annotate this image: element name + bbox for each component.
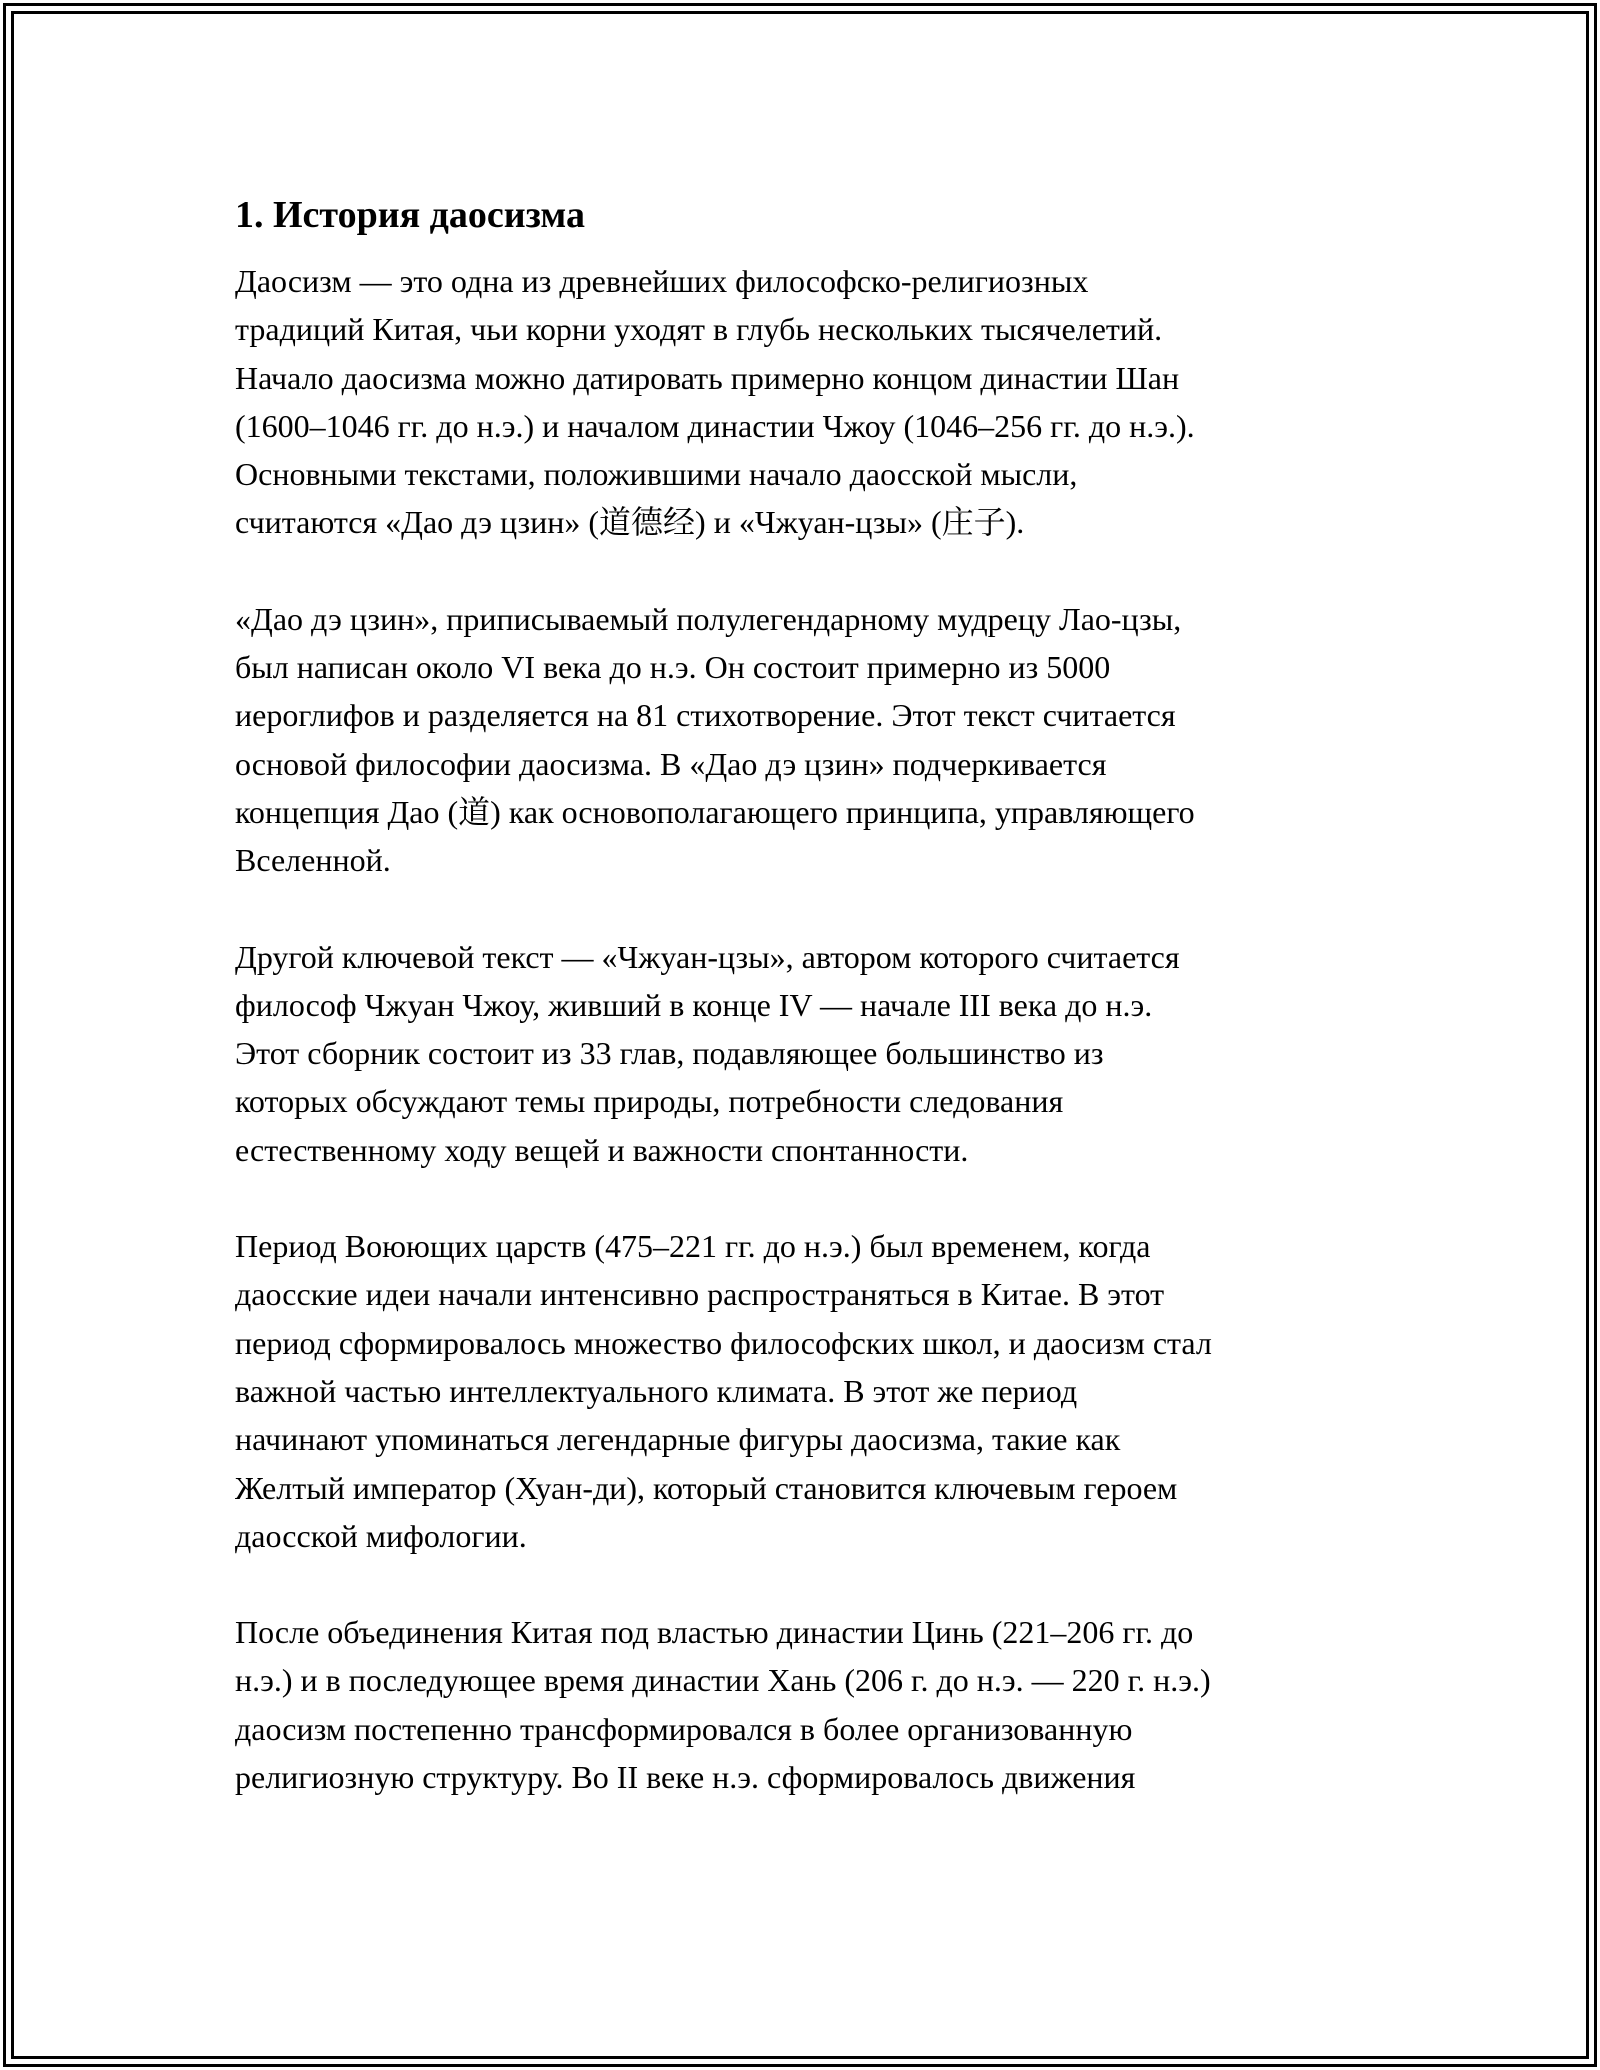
paragraph-warring-states: Период Воюющих царств (475–221 гг. до н.э.) был временем, когда даосские идеи начали интенсивно распространяться в Китае. В этот период сформировалось множество философских школ, и даосизм стал важной частью интеллектуального климата. В этот же период начинают упоминаться легендарные фигуры даосизма, такие как Желтый император (Хуан-ди), который становится ключевым героем даосской мифологии. [235,1228,1212,1554]
paragraph-origins: Даосизм — это одна из древнейших философско-религиозных традиций Китая, чьи корни уходят в глубь нескольких тысячелетий. Начало даосизма можно датировать примерно концом династии Шан (1600–1046 гг. до н.э.) и началом династии Чжоу (1046–256 гг. до н.э.). Основными текстами, положившими начало даосской мысли, считаются «Дао дэ цзин» (道德经) и «Чжуан-цзы» (庄子). [235,263,1195,541]
paragraph-zhuangzi: Другой ключевой текст — «Чжуан-цзы», автором которого считается философ Чжуан Чжоу, живший в конце IV — начале III века до н.э. Этот сборник состоит из 33 глав, подавляющее большинство из которых обсуждают темы природы, потребности следования естественному ходу вещей и важности спонтанности. [235,938,1180,1168]
paragraph-qin-han: После объединения Китая под властью династии Цинь (221–206 гг. до н.э.) и в последующее время династии Хань (206 г. до н.э. — 220 г. н.э.) даосизм постепенно трансформировался в более организованную религиозную структуру. Во II веке н.э. сформировалось движения [235,1614,1211,1796]
paragraph-dao-de-jing: «Дао дэ цзин», приписываемый полулегендарному мудрецу Лао-цзы, был написан около VI века до н.э. Он состоит примерно из 5000 иероглифов и разделяется на 81 стихотворение. Этот текст считается основой философии даосизма. В «Дао дэ цзин» подчеркивается концепция Дао (道) как основополагающего принципа, управляющего Вселенной. [235,600,1195,879]
document-body [235,185,1365,1849]
section-heading: 1. История даосизма [235,194,586,236]
